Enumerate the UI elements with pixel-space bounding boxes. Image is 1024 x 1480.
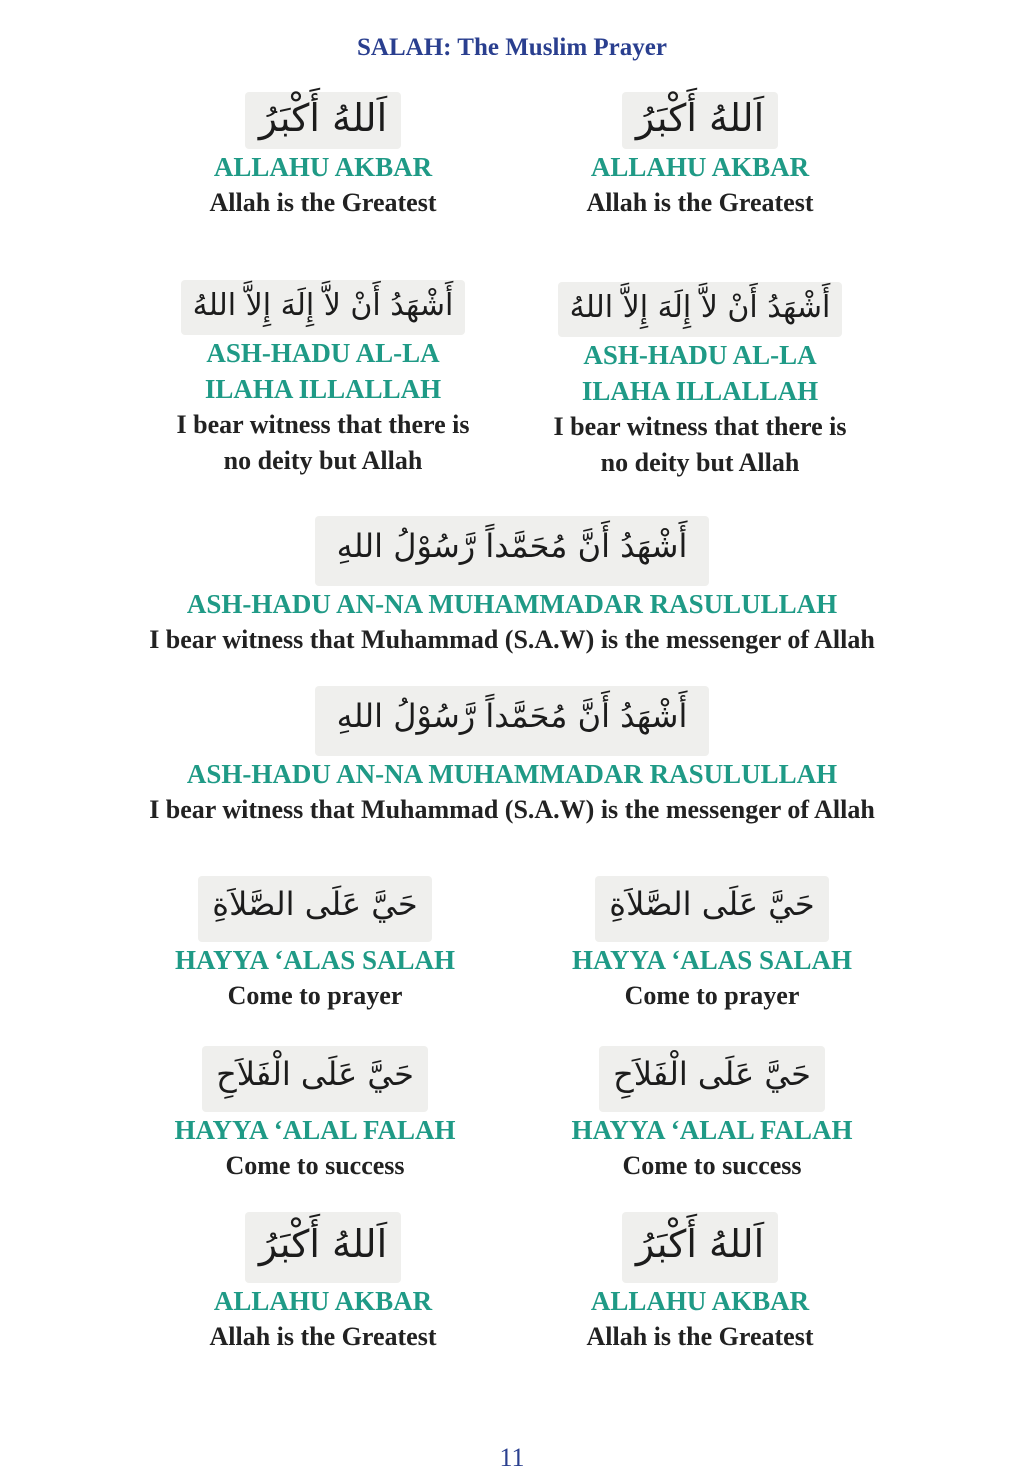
- arabic-text: حَيَّ عَلَى الْفَلاَحِ: [599, 1046, 825, 1112]
- phrase-allahu-akbar-bottom-right: [500, 1212, 900, 1355]
- page-number: 11: [499, 1443, 525, 1472]
- arabic-text: أَشْهَدُ أَنْ لاَّ إِلَهَ إِلاَّ اللهُ: [558, 282, 843, 337]
- phrase-hayya-alas-salah-right: [512, 876, 912, 1014]
- meaning: Come to prayer: [624, 980, 800, 1010]
- meaning: Come to success: [622, 1150, 802, 1180]
- arabic-text: حَيَّ عَلَى الصَّلاَةِ: [198, 876, 431, 942]
- arabic-text: اَللهُ أَكْبَرُ: [622, 1212, 778, 1283]
- meaning: Allah is the Greatest: [209, 1322, 437, 1352]
- phrase-hayya-alas-salah-left: [112, 876, 518, 1014]
- page-header-title: SALAH: The Muslim Prayer: [357, 34, 667, 61]
- meaning: Allah is the Greatest: [586, 188, 814, 218]
- arabic-text: اَللهُ أَكْبَرُ: [245, 1212, 401, 1283]
- arabic-text: أَشْهَدُ أَنْ لاَّ إِلَهَ إِلاَّ اللهُ: [181, 280, 466, 335]
- transliteration: ASH-HADU AL-LA ILAHA ILLALLAH: [581, 340, 819, 406]
- transliteration: ASH-HADU AL-LA ILAHA ILLALLAH: [204, 338, 442, 404]
- phrase-shahada-risalah-1: [0, 516, 1024, 658]
- transliteration: ALLAHU AKBAR: [213, 1286, 433, 1317]
- arabic-text: حَيَّ عَلَى الْفَلاَحِ: [202, 1046, 428, 1112]
- meaning: Allah is the Greatest: [586, 1322, 814, 1352]
- phrase-allahu-akbar-right: [500, 92, 900, 221]
- meaning: I bear witness that there is no deity but Allah: [553, 412, 847, 477]
- meaning: Come to success: [225, 1150, 405, 1180]
- transliteration: HAYYA ‘ALAL FALAH: [174, 1114, 456, 1145]
- phrase-shahada-tawhid-left: [120, 280, 526, 479]
- arabic-text: أَشْهَدُ أَنَّ مُحَمَّداً رَّسُوْلُ اللهِ: [315, 516, 710, 586]
- transliteration: HAYYA ‘ALAL FALAH: [571, 1114, 853, 1145]
- meaning: I bear witness that Muhammad (S.A.W) is the messenger of Allah: [149, 794, 875, 824]
- transliteration: HAYYA ‘ALAS SALAH: [571, 944, 853, 975]
- arabic-text: حَيَّ عَلَى الصَّلاَةِ: [595, 876, 828, 942]
- transliteration: ALLAHU AKBAR: [213, 152, 433, 183]
- phrase-shahada-tawhid-right: [500, 282, 900, 481]
- arabic-text: أَشْهَدُ أَنَّ مُحَمَّداً رَّسُوْلُ اللهِ: [315, 686, 710, 756]
- transliteration: ASH-HADU AN-NA MUHAMMADAR RASULULLAH: [186, 758, 838, 789]
- phrase-hayya-alal-falah-left: [112, 1046, 518, 1184]
- phrase-hayya-alal-falah-right: [512, 1046, 912, 1184]
- meaning: I bear witness that there is no deity but Allah: [176, 410, 470, 475]
- phrase-allahu-akbar-bottom-left: [120, 1212, 526, 1355]
- transliteration: ALLAHU AKBAR: [590, 1286, 810, 1317]
- meaning: Allah is the Greatest: [209, 188, 437, 218]
- phrase-shahada-risalah-2: [0, 686, 1024, 828]
- transliteration: ASH-HADU AN-NA MUHAMMADAR RASULULLAH: [186, 588, 838, 619]
- transliteration: ALLAHU AKBAR: [590, 152, 810, 183]
- arabic-text: اَللهُ أَكْبَرُ: [245, 92, 401, 149]
- transliteration: HAYYA ‘ALAS SALAH: [174, 944, 456, 975]
- meaning: I bear witness that Muhammad (S.A.W) is the messenger of Allah: [149, 624, 875, 654]
- arabic-text: اَللهُ أَكْبَرُ: [622, 92, 778, 149]
- phrase-allahu-akbar-left: [120, 92, 526, 221]
- meaning: Come to prayer: [227, 980, 403, 1010]
